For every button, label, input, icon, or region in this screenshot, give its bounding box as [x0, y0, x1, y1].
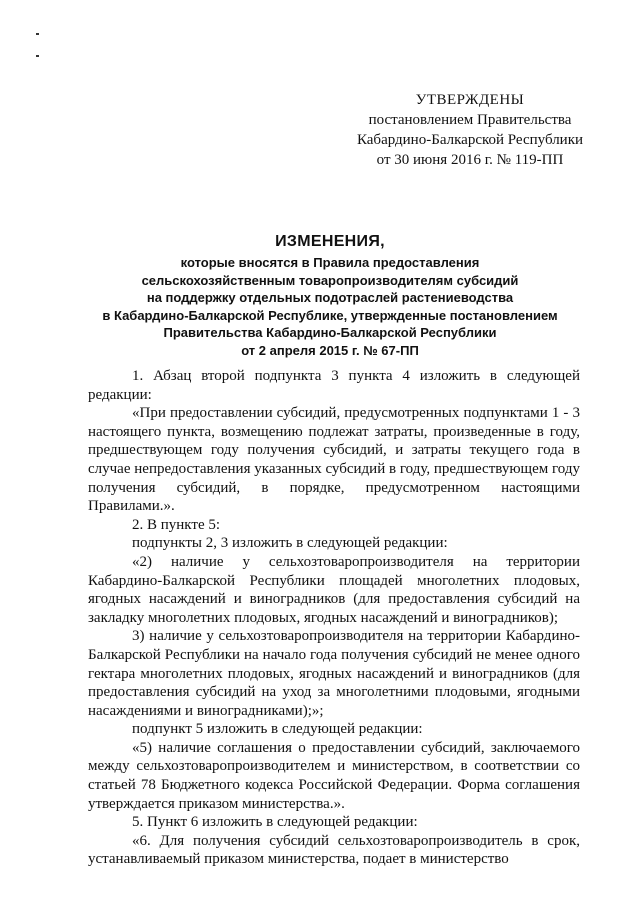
title-line: на поддержку отдельных подотраслей растениеводства	[146, 290, 514, 306]
title-line: сельскохозяйственным товаропроизводителям субсидий	[141, 272, 519, 288]
paragraph: «6. Для получения субсидий сельхозтоваропроизводитель в срок, устанавливаемый приказом министерства, подает в министерство	[88, 832, 580, 868]
approval-line: Кабардино-Балкарской Республики	[356, 132, 584, 148]
paragraph: «5) наличие соглашения о предоставлении субсидий, заключаемого между сельхозтоваропроизводителем и министерством, в соответствии со статьей 78 Бюджетного кодекса Российской Федерации. Форма соглашения утверждается приказом министерства.».	[88, 739, 580, 812]
scan-speck	[36, 33, 39, 35]
paragraph: 3) наличие у сельхозтоваропроизводителя на территории Кабардино-Балкарской Республики на начало года получения субсидий не менее одного гектара многолетних плодовых, ягодных насаждений и виноградников (для предоставления субсидий на уход за многолетними плодовыми, ягодными насаждениями и виноградниками);»;	[88, 628, 580, 719]
approval-heading: УТВЕРЖДЕНЫ	[415, 92, 525, 108]
scan-speck	[36, 55, 39, 57]
paragraph: «При предоставлении субсидий, предусмотренных подпунктами 1 - 3 настоящего пункта, возмещению подлежат затраты, произведенные в году, предшествующем году получения субсидий, и затраты текущего года в случае непредоставления указанных субсидий в году, предшествующем году получения субсидий, в порядке, предусмотренном настоящими Правилами.».	[88, 405, 580, 515]
approval-date: от 30 июня 2016 г. № 119-ПП	[376, 152, 564, 168]
title-heading: ИЗМЕНЕНИЯ,	[275, 233, 385, 250]
paragraph: подпункт 5 изложить в следующей редакции:	[132, 721, 423, 738]
document-title	[80, 231, 580, 360]
approval-line: постановлением Правительства	[368, 112, 572, 128]
approval-block	[330, 90, 610, 170]
paragraph: 5. Пункт 6 изложить в следующей редакции:	[132, 814, 418, 831]
title-line: в Кабардино-Балкарской Республике, утвержденные постановлением	[102, 307, 558, 323]
title-line: от 2 апреля 2015 г. № 67-ПП	[241, 342, 419, 358]
title-line: Правительства Кабардино-Балкарской Республики	[163, 325, 497, 341]
title-line: которые вносятся в Правила предоставления	[180, 255, 480, 270]
paragraph: 1. Абзац второй подпункта 3 пункта 4 изложить в следующей редакции:	[88, 368, 580, 403]
paragraph: 2. В пункте 5:	[132, 516, 221, 533]
paragraph: подпункты 2, 3 изложить в следующей редакции:	[132, 535, 448, 552]
document-body	[88, 367, 580, 869]
paragraph: «2) наличие у сельхозтоваропроизводителя на территории Кабардино-Балкарской Республики площадей многолетних плодовых, ягодных насаждений и виноградников (для предоставления субсидий на закладку многолетних плодовых, ягодных насаждений и виноградников);	[88, 553, 580, 626]
